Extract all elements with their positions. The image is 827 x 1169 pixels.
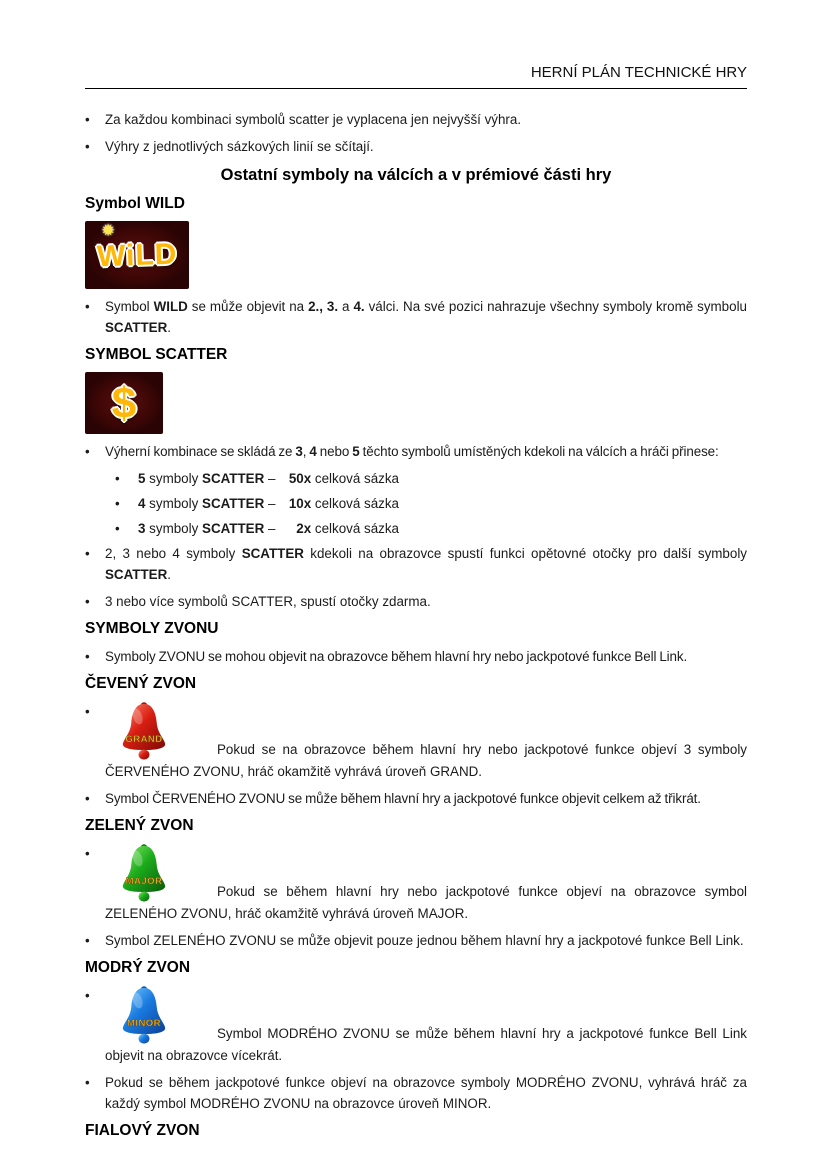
paytable-row-3-scatter: • 3 symboly SCATTER – 2x celková sázka (85, 518, 747, 539)
scatter-name: SCATTER (202, 521, 265, 536)
heading-symbol-wild: Symbol WILD (85, 195, 185, 212)
blue-bell-icon (115, 985, 173, 1045)
bullet-marker: • (85, 112, 90, 127)
scatter-count: 4 (138, 496, 146, 511)
green-bell-limit-bullet: • Symbol ZELENÉHO ZVONU se může objevit pouze jednou během hlavní hry a jackpotové funkce Bell Link. (85, 930, 747, 951)
bullet-marker: • (85, 1075, 90, 1090)
scatter-name: SCATTER (202, 496, 265, 511)
wild-rule-bullet: • Symbol WILD se může objevit na 2., 3. a 4. válci. Na své pozici nahrazuje všechny symboly kromě symbolu SCATTER. (85, 296, 747, 338)
bullet-marker: • (85, 299, 90, 314)
paytable-row-4-scatter: • 4 symboly SCATTER – 10x celková sázka (85, 493, 747, 514)
scatter-multiplier: 2x (296, 521, 312, 536)
section-title-other-symbols: Ostatní symboly na válcích a v prémiové části hry (220, 166, 612, 184)
bullet-marker: • (85, 791, 90, 806)
bullet-marker: • (85, 704, 90, 719)
red-bell-limit-bullet: • Symbol ČERVENÉHO ZVONU se může během hlavní hry a jackpotové funkce objevit celkem až třikrát. (85, 788, 747, 809)
bullet-marker: • (85, 649, 90, 664)
scatter-name: SCATTER (202, 471, 265, 486)
green-bell-icon (115, 843, 173, 903)
heading-green-bell: ZELENÝ ZVON (85, 817, 194, 834)
scatter-count: 5 (138, 471, 146, 486)
scatter-combination-bullet: • Výherní kombinace se skládá ze 3, 4 nebo 5 těchto symbolů umístěných kdekoli na válcích a hráči přinese: (85, 441, 747, 462)
red-bell-grand-bullet: • GRAND Pokud se na obrazovce během hlavní hry nebo jackpotové funkce objeví 3 symboly ČERVENÉHO ZVONU, hráč okamžitě vyhrává úroveň GRAND. (85, 701, 747, 782)
bells-intro-bullet: • Symboly ZVONU se mohou objevit na obrazovce během hlavní hry nebo jackpotové funkce Bell Link. (85, 646, 747, 667)
intro-bullet-lines-sum: • Výhry z jednotlivých sázkových linií se sčítají. (85, 136, 747, 157)
dash: – (264, 496, 280, 511)
bullet-marker: • (85, 139, 90, 154)
scatter-multiplier: 10x (288, 496, 312, 511)
heading-purple-bell: FIALOVÝ ZVON (85, 1122, 200, 1139)
bullet-marker: • (115, 521, 120, 536)
wild-symbol-image (85, 221, 189, 289)
scatter-respin-bullet: • 2, 3 nebo 4 symboly SCATTER kdekoli na obrazovce spustí funkci opětovné otočky pro další symboly SCATTER. (85, 543, 747, 585)
bullet-marker: • (85, 444, 90, 459)
bullet-marker: • (85, 546, 90, 561)
intro-bullet-highest-win: • Za každou kombinaci symbolů scatter je vyplacena jen nejvyšší výhra. (85, 109, 747, 130)
red-bell-icon (115, 701, 173, 761)
scatter-multiplier: 50x (288, 471, 312, 486)
bullet-marker: • (115, 471, 120, 486)
paytable-row-5-scatter: • 5 symboly SCATTER – 50x celková sázka (85, 468, 747, 489)
wild-symbol-label: WiLD (96, 237, 178, 273)
green-bell-major-bullet: • MAJOR Pokud se během hlavní hry nebo jackpotové funkce objeví na obrazovce symbol ZELENÉHO ZVONU, hráč okamžitě vyhrává úroveň MAJOR. (85, 843, 747, 924)
heading-blue-bell: MODRÝ ZVON (85, 959, 191, 976)
bullet-marker: • (115, 496, 120, 511)
heading-symbol-scatter: SYMBOL SCATTER (85, 346, 228, 363)
dash: – (264, 521, 280, 536)
blue-bell-label: MINOR (126, 1017, 162, 1029)
scatter-freespins-bullet: • 3 nebo více symbolů SCATTER, spustí otočky zdarma. (85, 591, 747, 612)
green-bell-label: MAJOR (125, 875, 163, 887)
scatter-symbol-label: $ (111, 378, 137, 428)
bullet-marker: • (85, 846, 90, 861)
blue-bell-appearance-bullet: • MINOR Symbol MODRÉHO ZVONU se může během hlavní hry a jackpotové funkce Bell Link objevit na obrazovce vícekrát. (85, 985, 747, 1066)
red-bell-label: GRAND (125, 733, 163, 745)
bullet-marker: • (85, 988, 90, 1003)
heading-red-bell: ČEVENÝ ZVON (85, 675, 197, 692)
page-header-title: HERNÍ PLÁN TECHNICKÉ HRY (85, 62, 747, 89)
bullet-marker: • (85, 933, 90, 948)
dash: – (264, 471, 280, 486)
starburst-icon: ✹ (101, 221, 116, 240)
scatter-count: 3 (138, 521, 146, 536)
heading-bell-symbols: SYMBOLY ZVONU (85, 620, 219, 637)
scatter-symbol-image (85, 372, 163, 434)
bullet-marker: • (85, 594, 90, 609)
blue-bell-minor-bullet: • Pokud se během jackpotové funkce objeví na obrazovce symboly MODRÉHO ZVONU, vyhrává hráč za každý symbol MODRÉHO ZVONU na obrazovce úroveň MINOR. (85, 1072, 747, 1114)
